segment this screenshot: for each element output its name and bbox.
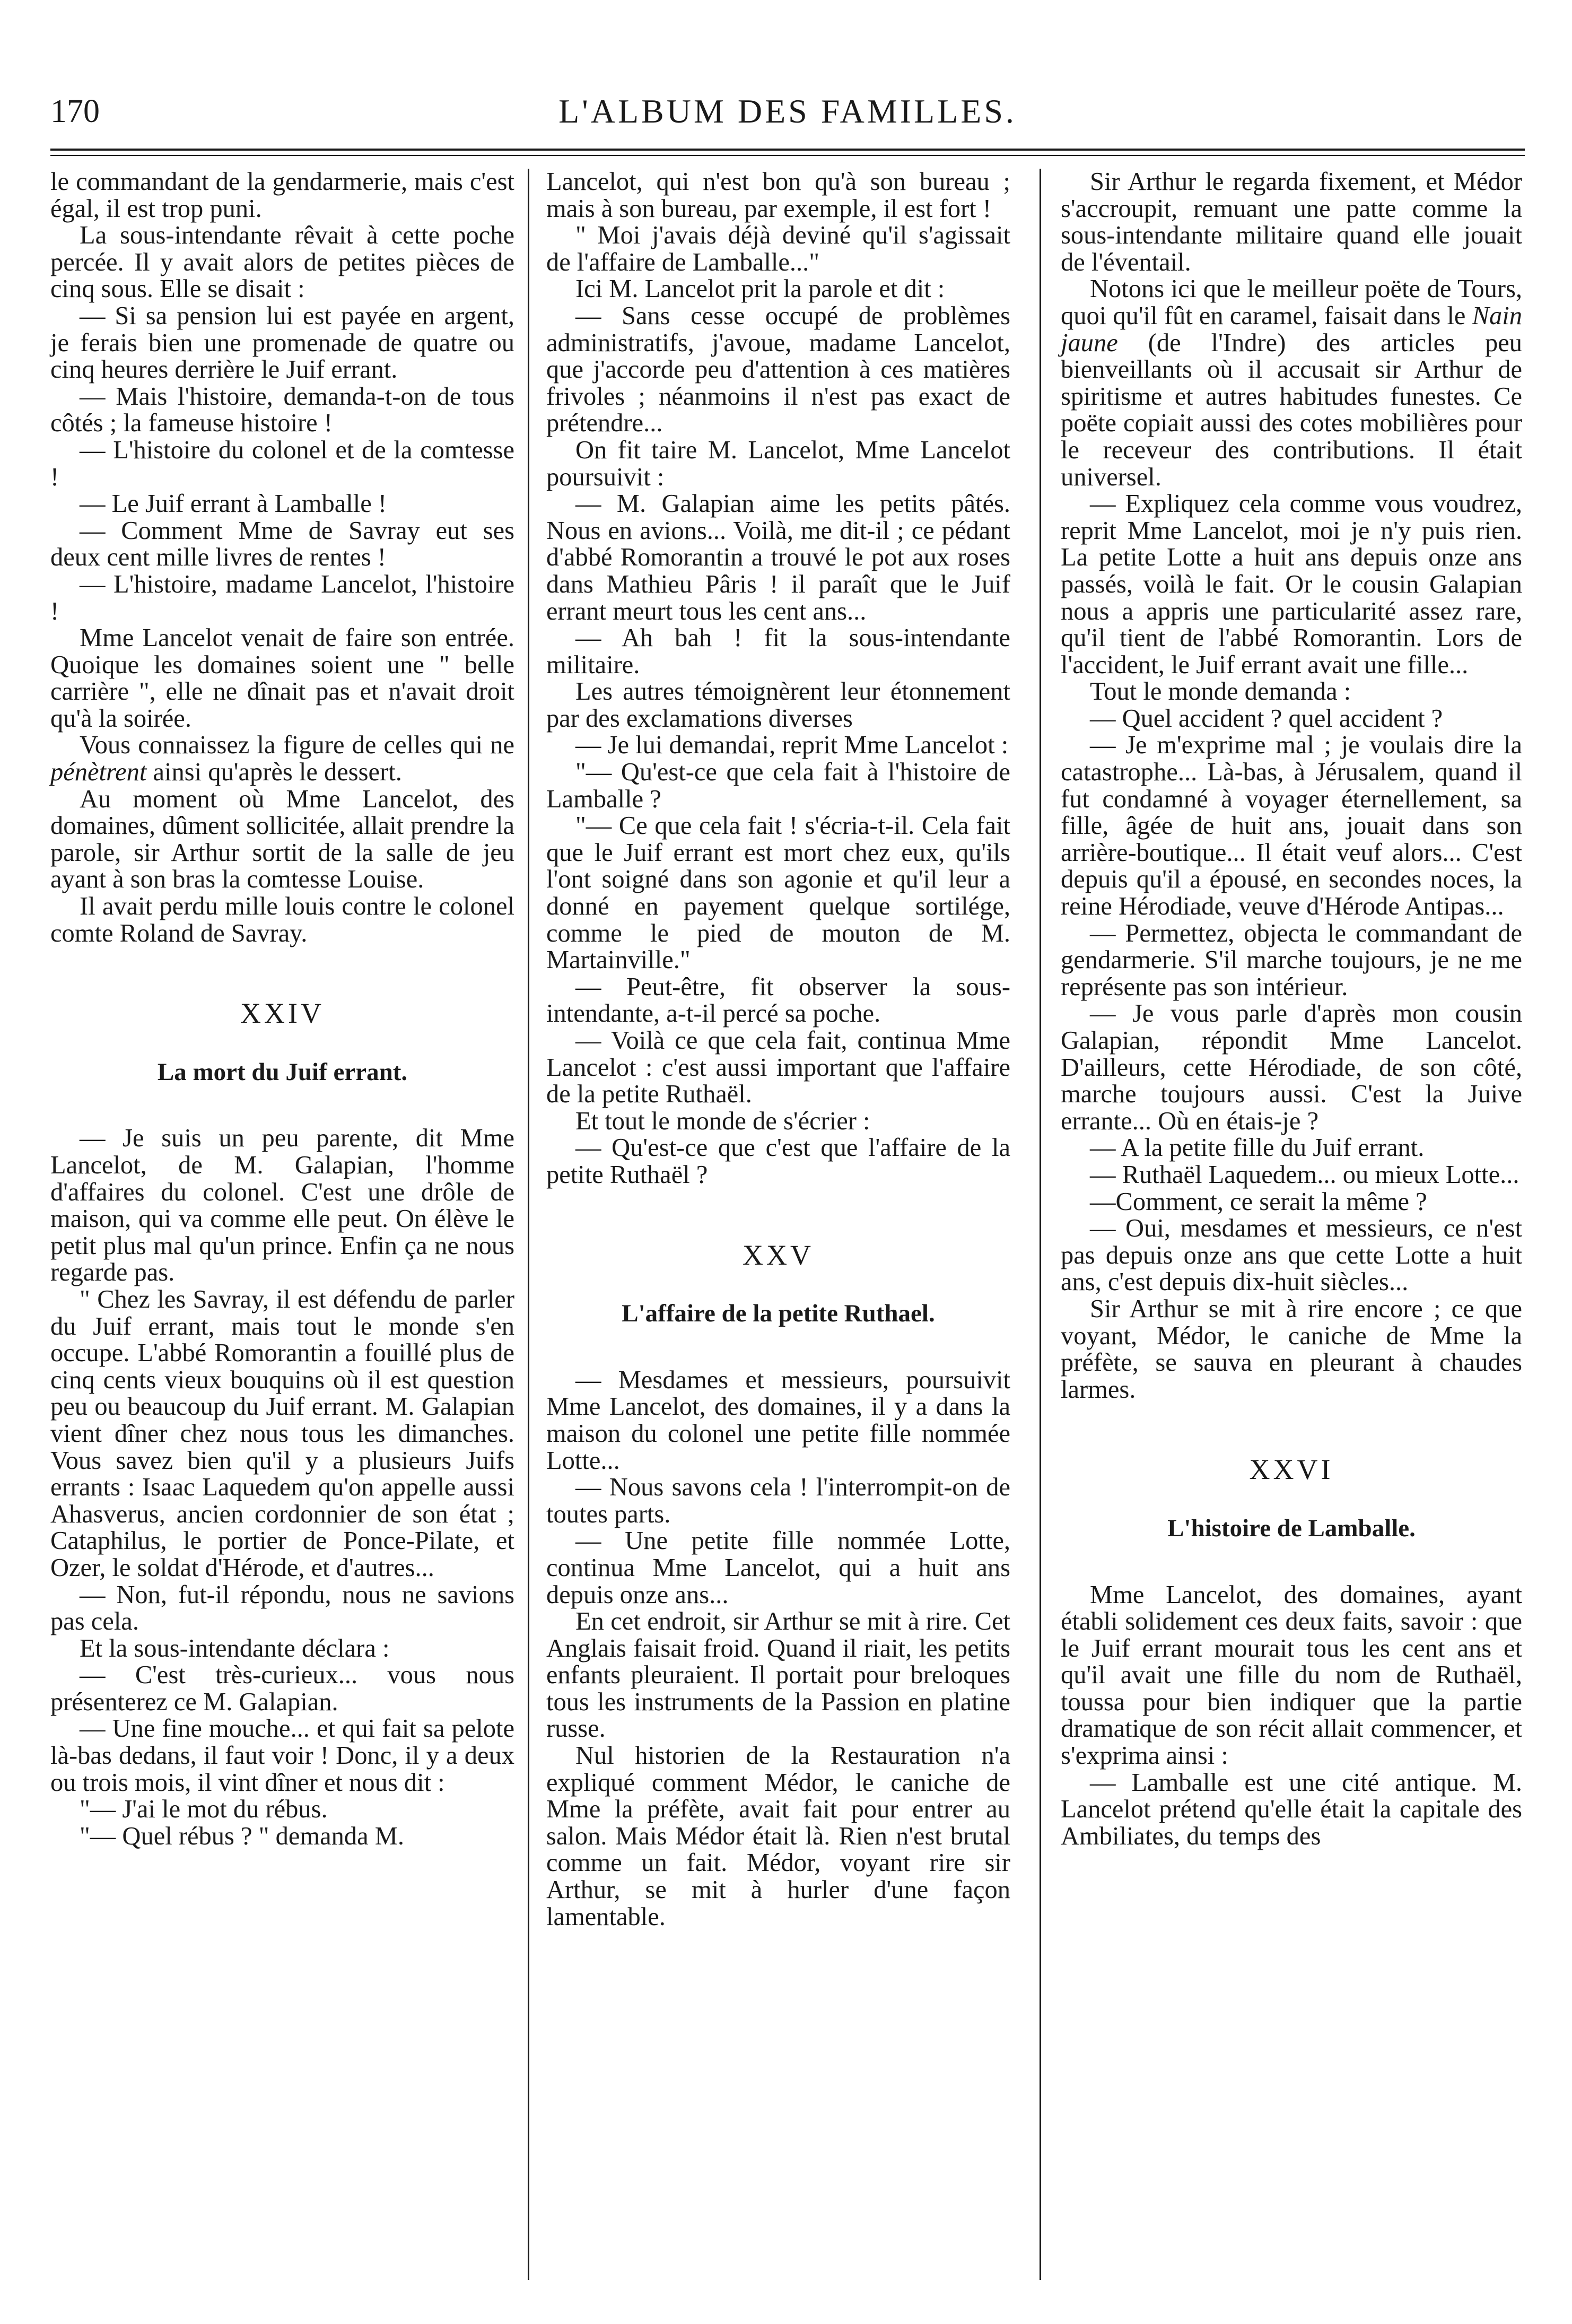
paragraph: — L'histoire, madame Lancelot, l'histoire ! [50, 570, 514, 625]
paragraph: Et tout le monde de s'écrier : [575, 1107, 870, 1135]
paragraph: — Mais l'histoire, demanda-t-on de tous côtés ; la fameuse histoire ! [50, 382, 514, 438]
paragraph: — Ruthaël Laquedem... ou mieux Lotte... [1090, 1160, 1519, 1189]
running-title: L'ALBUM DES FAMILLES. [558, 92, 1017, 130]
paragraph: — Peut-être, fit observer la sous-intendante, a-t-il percé sa poche. [546, 972, 1010, 1028]
paragraph: — Permettez, objecta le commandant de gendarmerie. S'il marche toujours, je ne me représente pas son intérieur. [1061, 919, 1522, 1001]
paragraph: "— Qu'est-ce que cela fait à l'histoire de Lamballe ? [546, 758, 1010, 813]
text-run: ainsi qu'après le dessert. [146, 758, 402, 787]
text-run: Vous connaissez la figure de celles qui ne [80, 731, 514, 760]
paragraph: le commandant de la gendarmerie, mais c'est égal, il est trop puni. [50, 168, 514, 223]
paragraph: —Comment, ce serait la même ? [1090, 1187, 1427, 1216]
paragraph: — Je vous parle d'après mon cousin Galapian, répondit Mme Lancelot. D'ailleurs, cette Hérodiade, de son côté, marche toujours aussi. C'est la Juive errante... Où en étais-je ? [1061, 999, 1522, 1135]
paragraph: — Oui, mesdames et messieurs, ce n'est pas depuis onze ans que cette Lotte a huit ans, c'est depuis dix-huit siècles... [1061, 1214, 1522, 1296]
paragraph: On fit taire M. Lancelot, Mme Lancelot poursuivit : [546, 436, 1010, 491]
paragraph: — Voilà ce que cela fait, continua Mme Lancelot : c'est aussi important que l'affaire de la petite Ruthaël. [546, 1026, 1010, 1109]
column-divider [1040, 169, 1041, 2280]
paragraph: — Je m'exprime mal ; je voulais dire la catastrophe... Là-bas, à Jérusalem, quand il fut condamné à voyager éternellement, sa fille, âgée de huit ans, jouait dans son arrière-boutique... Il était veuf alors... C'est depuis qu'il a épousé, en secondes noces, la reine Hérodiade, veuve d'Hérode Antipas... [1061, 731, 1522, 921]
paragraph: — Le Juif errant à Lamballe ! [80, 490, 387, 518]
paragraph [1061, 276, 1522, 491]
paragraph: — Non, fut-il répondu, nous ne savions pas cela. [50, 1580, 514, 1636]
italic-text: Nain jaune [1061, 301, 1522, 357]
paragraph: — Je lui demandai, reprit Mme Lancelot : [575, 731, 1009, 760]
text-column-3 [1061, 169, 1522, 1850]
paragraph: — A la petite fille du Juif errant. [1090, 1134, 1425, 1162]
paragraph: — C'est très-curieux... vous nous présenterez ce M. Galapian. [50, 1661, 514, 1716]
chapter-number: XXIV [240, 997, 325, 1030]
paragraph: — L'histoire du colonel et de la comtesse ! [50, 436, 514, 491]
paragraph [50, 732, 514, 786]
paragraph: — Lamballe est une cité antique. M. Lancelot prétend qu'elle était la capitale des Ambiliates, du temps des [1061, 1768, 1522, 1850]
paragraph: La sous-intendante rêvait à cette poche percée. Il y avait alors de petites pièces de cinq sous. Elle se disait : [50, 221, 514, 303]
paragraph: — Nous savons cela ! l'interrompit-on de toutes parts. [546, 1473, 1010, 1528]
column-divider [528, 169, 529, 2280]
paragraph: — Si sa pension lui est payée en argent, je ferais bien une promenade de quatre ou cinq heures derrière le Juif errant. [50, 301, 514, 384]
paragraph: — Ah bah ! fit la sous-intendante militaire. [546, 624, 1010, 679]
paragraph: Mme Lancelot venait de faire son entrée. Quoique les domaines soient une " belle carrière ", elle ne dînait pas et n'avait droit qu'à la soirée. [50, 624, 514, 733]
paragraph: Nul historien de la Restauration n'a expliqué comment Médor, le caniche de Mme la préfète, avait fait pour entrer au salon. Mais Médor était là. Rien n'est brutal comme un fait. Médor, voyant rire sir Arthur, se mit à hurler d'une façon lamentable. [546, 1742, 1010, 1931]
page-header [50, 93, 1525, 141]
paragraph: — Une fine mouche... et qui fait sa pelote là-bas dedans, il faut voir ! Donc, il y a deux ou trois mois, il vint dîner et nous dit : [50, 1714, 514, 1797]
chapter-title: L'affaire de la petite Ruthael. [622, 1300, 935, 1328]
paragraph: Il avait perdu mille louis contre le colonel comte Roland de Savray. [50, 892, 514, 947]
paragraph: — Quel accident ? quel accident ? [1090, 704, 1443, 733]
text-run: Notons ici que le meilleur poëte de Tours, quoi qu'il fût en caramel, faisait dans le [1061, 275, 1522, 330]
paragraph: Et la sous-intendante déclara : [80, 1634, 390, 1663]
paragraph: En cet endroit, sir Arthur se mit à rire. Cet Anglais faisait froid. Quand il riait, les petits enfants pleuraient. Il portait pour breloques tous les instruments de la Passion en platine russe. [546, 1607, 1010, 1743]
chapter-title: La mort du Juif errant. [157, 1058, 408, 1086]
chapter-number: XXV [743, 1239, 814, 1271]
paragraph: — Je suis un peu parente, dit Mme Lancelot, de M. Galapian, l'homme d'affaires du colonel. C'est une drôle de maison, qui va comme elle peut. On élève le petit plus mal qu'un prince. Enfin ça ne nous regarde pas. [50, 1124, 514, 1287]
chapter-number: XXVI [1249, 1453, 1334, 1486]
text-column-1 [50, 169, 514, 1850]
chapter-title: L'histoire de Lamballe. [1167, 1514, 1416, 1542]
paragraph: Ici M. Lancelot prit la parole et dit : [575, 275, 945, 303]
header-rule [50, 149, 1525, 151]
paragraph: Sir Arthur se mit à rire encore ; ce que voyant, Médor, le caniche de Mme la préfète, se sauva en pleurant à chaudes larmes. [1061, 1294, 1522, 1404]
paragraph: Lancelot, qui n'est bon qu'à son bureau ; mais à son bureau, par exemple, il est fort ! [546, 168, 1010, 223]
paragraph: — Qu'est-ce que c'est que l'affaire de la petite Ruthaël ? [546, 1134, 1010, 1189]
paragraph: Au moment où Mme Lancelot, des domaines, dûment sollicitée, allait prendre la parole, sir Arthur sortit de la salle de jeu ayant à son bras la comtesse Louise. [50, 785, 514, 894]
paragraph: Les autres témoignèrent leur étonnement par des exclamations diverses [546, 677, 1010, 733]
paragraph: " Moi j'avais déjà deviné qu'il s'agissait de l'affaire de Lamballe..." [546, 221, 1010, 276]
paragraph: — M. Galapian aime les petits pâtés. Nous en avions... Voilà, me dit-il ; ce pédant d'abbé Romorantin a trouvé le pot aux roses dans Mathieu Pâris ! il paraît que le Juif errant meurt tous les cent ans... [546, 490, 1010, 625]
paragraph: — Sans cesse occupé de problèmes administratifs, j'avoue, madame Lancelot, que j'accorde peu d'attention à ces matières frivoles ; néanmoins il n'est pas exact de prétendre... [546, 301, 1010, 438]
paragraph: "— J'ai le mot du rébus. [80, 1795, 328, 1824]
paragraph: — Mesdames et messieurs, poursuivit Mme Lancelot, des domaines, il y a dans la maison du colonel une petite fille nommée Lotte... [546, 1365, 1010, 1475]
paragraph: Mme Lancelot, des domaines, ayant établi solidement ces deux faits, savoir : que le Juif errant mourait tous les cent ans et qu'il avait une fille du nom de Ruthaël, toussa pour bien indiquer que la partie dramatique de son récit allait commencer, et s'exprima ainsi : [1061, 1580, 1522, 1770]
header-rule-thin [50, 155, 1525, 156]
paragraph: — Expliquez cela comme vous voudrez, reprit Mme Lancelot, moi je n'y puis rien. La petite Lotte a huit ans depuis onze ans passés, voilà le fait. Or le cousin Galapian nous a appris une particularité assez rare, qu'il tient de l'abbé Romorantin. Lors de l'accident, le Juif errant avait une fille... [1061, 490, 1522, 679]
paragraph: — Une petite fille nommée Lotte, continua Mme Lancelot, qui a huit ans depuis onze ans... [546, 1527, 1010, 1609]
paragraph: " Chez les Savray, il est défendu de parler du Juif errant, mais tout le monde s'en occupe. L'abbé Romorantin a fouillé plus de cinq cents vieux bouquins où il est question peu ou beaucoup du Juif errant. M. Galapian vient dîner chez nous tous les dimanches. Vous savez bien qu'il y a plusieurs Juifs errants : Isaac Laquedem qu'on appelle aussi Ahasverus, ancien cordonnier de son état ; Cataphilus, le portier de Ponce-Pilate, et Ozer, le soldat d'Hérode, et d'autres... [50, 1285, 514, 1582]
paragraph: "— Quel rébus ? " demanda M. [80, 1822, 405, 1850]
paragraph: Tout le monde demanda : [1090, 677, 1351, 706]
page-number: 170 [50, 93, 100, 129]
text-run: (de l'Indre) des articles peu bienveillants où il accusait sir Arthur de spiritisme et autres habitudes funestes. Ce poëte copiait aussi des cotes mobilières pour le receveur des contributions. Il était universel. [1061, 328, 1522, 491]
paragraph: — Comment Mme de Savray eut ses deux cent mille livres de rentes ! [50, 516, 514, 572]
italic-text: pénètrent [50, 758, 147, 787]
text-column-2 [546, 169, 1010, 1930]
paragraph: Sir Arthur le regarda fixement, et Médor s'accroupit, remuant une patte comme la sous-intendante militaire quand elle jouait de l'éventail. [1061, 168, 1522, 276]
paragraph: "— Ce que cela fait ! s'écria-t-il. Cela fait que le Juif errant est mort chez eux, qu'ils l'ont soigné dans son agonie et qu'il leur a donné en payement quelque sortilége, comme le pied de mouton de M. Martainville." [546, 812, 1010, 974]
